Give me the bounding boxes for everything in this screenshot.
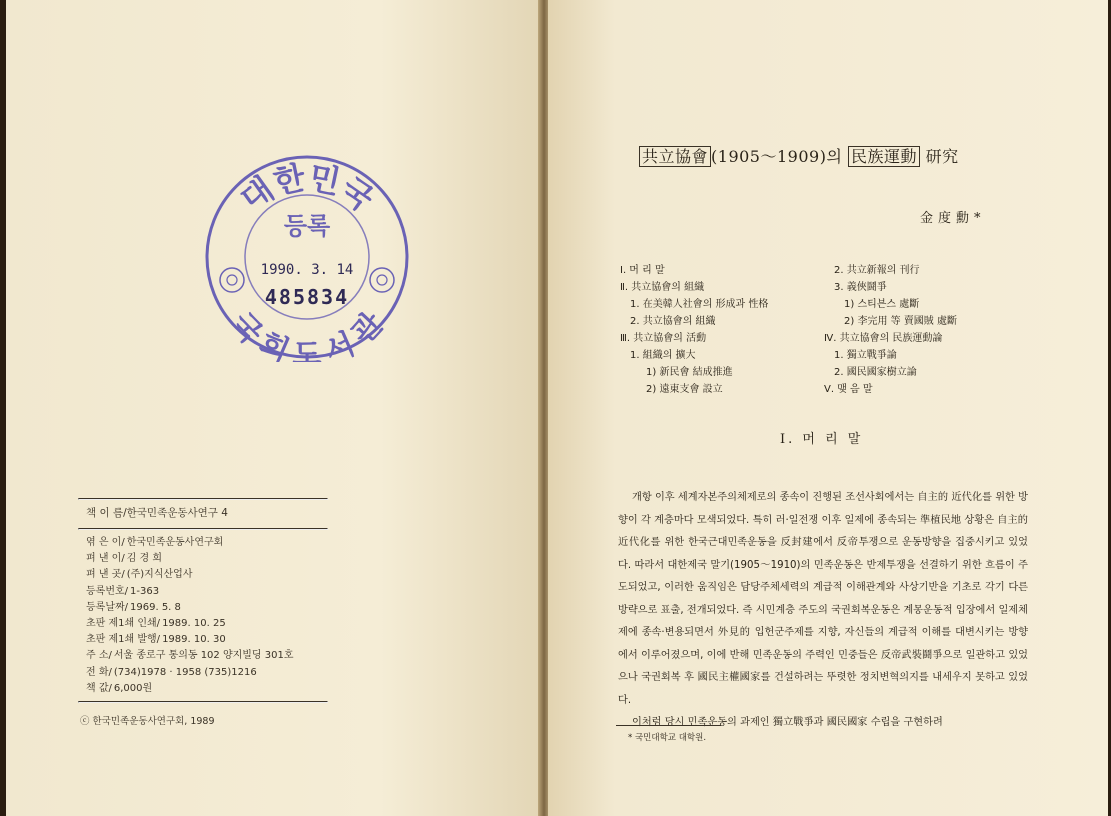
toc-item: 1. 在美韓人社會의 形成과 性格 xyxy=(630,299,769,310)
stamp-number: 485834 xyxy=(264,285,350,309)
toc-item: 1. 組織의 擴大 xyxy=(630,350,696,361)
left-page xyxy=(6,0,540,816)
colophon-row: 초판 제1쇄 발행/ 1989. 10. 30 xyxy=(86,634,226,646)
stamp-bottom-text: 국회도서관 xyxy=(223,306,391,362)
svg-text:국회도서관 xyxy=(224,306,391,362)
library-registration-stamp xyxy=(202,152,412,362)
title-boxed-term: 民族運動 xyxy=(848,146,920,167)
toc-item: 2. 共立協會의 組織 xyxy=(630,316,716,327)
body-paragraph: 개항 이후 세계자본주의체제로의 종속이 진행된 조선사회에서는 自主的 近代化를 위한 방향이 각 계층마다 모색되었다. 특히 러·일전쟁 이후 일제에 종속되는 準植民地 상황은 自主的 近代化를 위한 한국근대민족운동을 反封建에서 反帝투쟁으로 운동방향을 집중시키고 있었다. 따라서 대한제국 말기(1905～1910)의 민족운동은 반제투쟁을 선결하기 위한 흐름이 주도되었고, 이러한 움직임은 담당주체세력의 계급적 이해관계와 사상기반을 기초로 각기 다른 방략으로 표출, 전개되었다. 즉 시민계층 주도의 국권회복운동은 계몽운동적 입장에서 일제체제에 종속·변용되면서 外見的 입헌군주제를 지향, 자신들의 계급적 이해를 대변시키는 방향에서 이루어졌으며, 이에 반해 민족운동의 주력인 민중들은 反帝武裝鬪爭으로 일관하고 있었으나 국권회복 후 國民主權國家를 건설하려는 뚜렷한 정치변혁의지를 내세우지 못하고 있었다. xyxy=(618,492,1028,706)
colophon-row: 주 소/ 서울 종로구 통의동 102 양지빌딩 301호 xyxy=(86,650,294,662)
colophon-row: 책 값/ 6,000원 xyxy=(86,682,153,694)
toc-item: 2. 共立新報의 刊行 xyxy=(834,265,920,276)
toc-item: 1) 스티븐스 處斷 xyxy=(844,299,920,310)
article-author: 金度勳* xyxy=(920,211,986,226)
title-boxed-term: 共立協會 xyxy=(639,146,711,167)
colophon-row: 엮 은 이/ 한국민족운동사연구회 xyxy=(86,537,224,548)
table-of-contents-right xyxy=(824,262,957,398)
toc-item: 2) 遠東支會 設立 xyxy=(646,384,723,395)
toc-item: 1. 獨立戰爭論 xyxy=(834,350,897,361)
colophon-row: 펴 낸 이/ 김 경 희 xyxy=(86,553,163,565)
stamp-inner-text: 등록 xyxy=(283,212,331,240)
right-page xyxy=(548,0,1108,816)
colophon-row: 초판 제1쇄 인쇄/ 1989. 10. 25 xyxy=(86,618,226,630)
stamp-seal-icon xyxy=(202,152,412,362)
footnote: * 국민대학교 대학원. xyxy=(628,733,707,743)
colophon-book-title: 책 이 름/한국민족운동사연구 4 xyxy=(86,507,228,519)
colophon-rows xyxy=(78,530,328,697)
colophon-row: 등록날짜/ 1969. 5. 8 xyxy=(86,601,181,613)
toc-item: 2. 國民國家樹立論 xyxy=(834,367,917,378)
colophon-bottom-rule xyxy=(78,701,328,703)
table-of-contents-left xyxy=(620,262,768,398)
toc-item: Ⅴ. 맺 음 말 xyxy=(824,384,873,395)
section-heading: Ⅰ. 머 리 말 xyxy=(780,432,864,447)
copyright-notice: ⓒ 한국민족운동사연구회, 1989 xyxy=(80,716,215,728)
colophon-row: 전 화/ (734)1978 · 1958 (735)1216 xyxy=(86,666,257,678)
toc-item: 3. 義俠鬪爭 xyxy=(834,282,887,293)
article-title: 共立協會 (1905～1909)의 民族運動 研究 xyxy=(639,144,959,167)
stamp-date: 1990. 3. 14 xyxy=(260,262,354,278)
toc-item: Ⅰ. 머 리 말 xyxy=(620,265,665,276)
toc-item: 2) 李完用 等 賣國賊 處斷 xyxy=(844,316,957,327)
colophon-row: 펴 낸 곳/ (주)지식산업사 xyxy=(86,569,193,581)
toc-item: Ⅲ. 共立協會의 活動 xyxy=(620,333,707,344)
colophon-row: 등록번호/ 1-363 xyxy=(86,585,160,597)
article-body xyxy=(618,487,1028,735)
stamp-top-text: 대한민국 xyxy=(233,158,381,219)
svg-text:대한민국 xyxy=(233,158,380,219)
footnote-rule xyxy=(616,725,721,726)
body-paragraph: 이처럼 당시 민족운동의 과제인 獨立戰爭과 國民國家 수립을 구현하려 xyxy=(632,717,943,728)
toc-item: Ⅱ. 共立協會의 組織 xyxy=(620,282,705,293)
colophon xyxy=(78,498,328,727)
toc-item: Ⅳ. 共立協會의 民族運動論 xyxy=(824,333,943,344)
toc-item: 1) 新民會 結成推進 xyxy=(646,367,733,378)
